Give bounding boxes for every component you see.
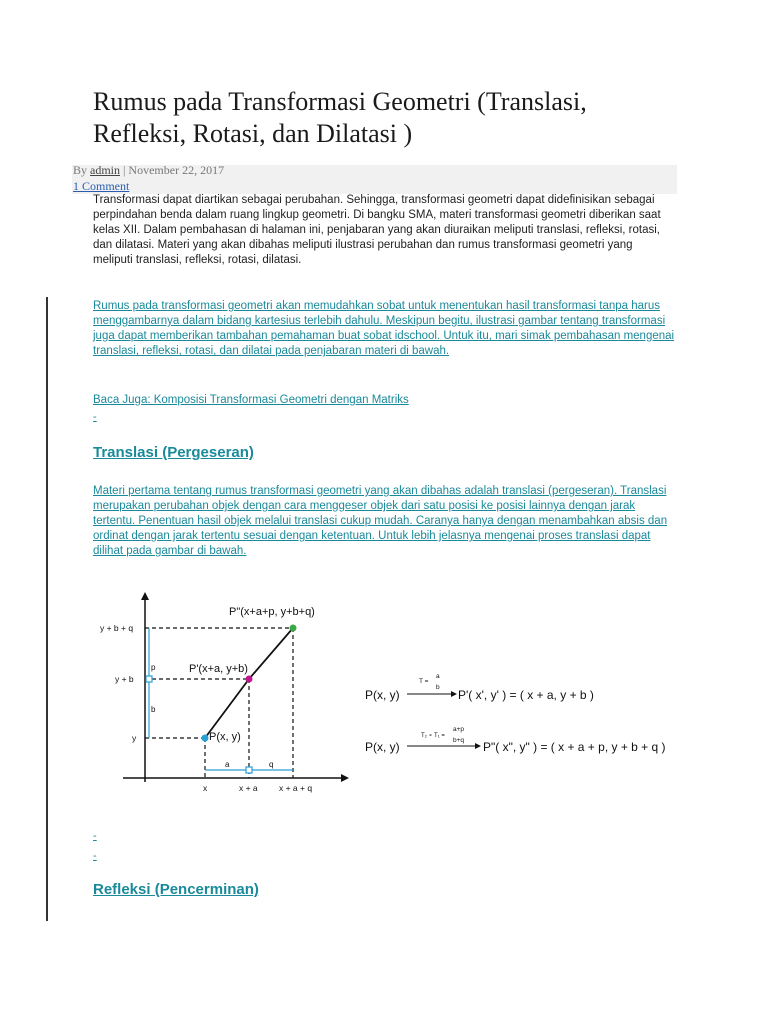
post-meta bbox=[73, 163, 224, 178]
y-tick-low: y bbox=[132, 733, 137, 743]
formula-1-right: P'( x', y' ) = ( x + a, y + b ) bbox=[458, 688, 594, 702]
label-p1: P'(x+a, y+b) bbox=[189, 663, 248, 675]
heading-refleksi[interactable]: Refleksi (Pencerminan) bbox=[93, 881, 259, 898]
dash-link-3[interactable]: - bbox=[93, 850, 97, 862]
x-tick-3: x + a + q bbox=[279, 783, 313, 793]
x-axis-arrow bbox=[341, 774, 349, 782]
formula-2-right: P"( x", y" ) = ( x + a + p, y + b + q ) bbox=[483, 740, 666, 754]
formula-2-T: T₂ ∘ T₁ = bbox=[421, 733, 445, 739]
formula-1 bbox=[365, 673, 594, 702]
dash-link-2[interactable]: - bbox=[93, 830, 97, 842]
formula-2-top: a+p bbox=[453, 726, 465, 733]
formula-1-top: a bbox=[436, 673, 440, 680]
dash-link-1[interactable]: - bbox=[93, 411, 97, 423]
intro-paragraph: Transformasi dapat diartikan sebagai perubahan. Sehingga, transformasi geometri dapat didefinisikan sebagai perpindahan benda dalam ruang lingkup geometri. Di bangku SMA, materi transformasi geometri diberikan saat kelas XII. Dalam pembahasan di halaman ini, penjabaran yang akan diuraikan meliputi translasi, refleksi, rotasi, dan dilatasi. Materi yang akan dibahas meliputi ilustrasi perubahan dan rumus transformasi geometri yang meliputi translasi, refleksi, rotasi, dilatasi. bbox=[93, 194, 661, 266]
translation-line-1 bbox=[205, 679, 249, 738]
meta-separator: | bbox=[123, 163, 126, 177]
y-tick-top: y + b + q bbox=[100, 623, 134, 633]
side-rule bbox=[46, 297, 48, 921]
seg-label-a: a bbox=[225, 760, 230, 769]
heading-translasi[interactable]: Translasi (Pergeseran) bbox=[93, 444, 254, 461]
translasi-paragraph[interactable]: Materi pertama tentang rumus transformasi geometri yang akan dibahas adalah translasi (pergeseran). Translasi merupakan perubahan objek dengan cara menggeser objek dari satu posisi ke posisi lainnya dengan jarak tertentu. Penentuan hasil objek melalui translasi cukup mudah. Caranya hanya dengan menambahkan absis dan ordinat dengan jarak tertentu sesuai dengan ketentuan. Untuk lebih jelasnya mengenai proses translasi dapat dilihat pada gambar di bawah. bbox=[93, 485, 668, 557]
seg-label-q: q bbox=[269, 760, 274, 769]
point-p1 bbox=[246, 676, 253, 683]
formula-1-left: P(x, y) bbox=[365, 688, 400, 702]
by-label: By bbox=[73, 163, 88, 177]
formula-1-bot: b bbox=[436, 684, 440, 691]
label-p2: P"(x+a+p, y+b+q) bbox=[229, 606, 315, 618]
seg-label-b: b bbox=[151, 705, 156, 714]
article-title: Rumus pada Transformasi Geometri (Translasi, Refleksi, Rotasi, dan Dilatasi ) bbox=[93, 87, 587, 148]
x-tick-2: x + a bbox=[239, 783, 258, 793]
point-p2 bbox=[290, 625, 297, 632]
translation-line-2 bbox=[249, 628, 293, 679]
formula-2-left: P(x, y) bbox=[365, 740, 400, 754]
y-tick-mid: y + b bbox=[115, 674, 134, 684]
point-p bbox=[202, 735, 209, 742]
formula-2-bot: b+q bbox=[453, 737, 465, 744]
see-also-link[interactable]: Baca Juga: Komposisi Transformasi Geometri dengan Matriks bbox=[93, 394, 409, 406]
y-axis-arrow bbox=[141, 592, 149, 600]
comments-link[interactable]: 1 Comment bbox=[73, 179, 130, 193]
x-tick-1: x bbox=[203, 783, 208, 793]
translation-figure bbox=[93, 590, 683, 810]
intro-link-paragraph[interactable]: Rumus pada transformasi geometri akan memudahkan sobat untuk menentukan hasil transformasi tanpa harus menggambarnya dalam bidang kartesius terlebih dahulu. Meskipun begitu, ilustrasi gambar tentang transformasi juga dapat memberikan tambahan pemahaman buat sobat idschool. Untuk itu, mari simak pembahasan mengenai translasi, refleksi, rotasi, dan dilatai pada penjabaran materi di bawah. bbox=[93, 300, 675, 357]
label-p: P(x, y) bbox=[209, 731, 241, 743]
author-link[interactable]: admin bbox=[90, 163, 121, 177]
formula-1-T: T = bbox=[419, 678, 429, 685]
seg-label-p: p bbox=[151, 663, 156, 672]
formula-2 bbox=[365, 726, 666, 754]
post-date: November 22, 2017 bbox=[128, 163, 225, 177]
